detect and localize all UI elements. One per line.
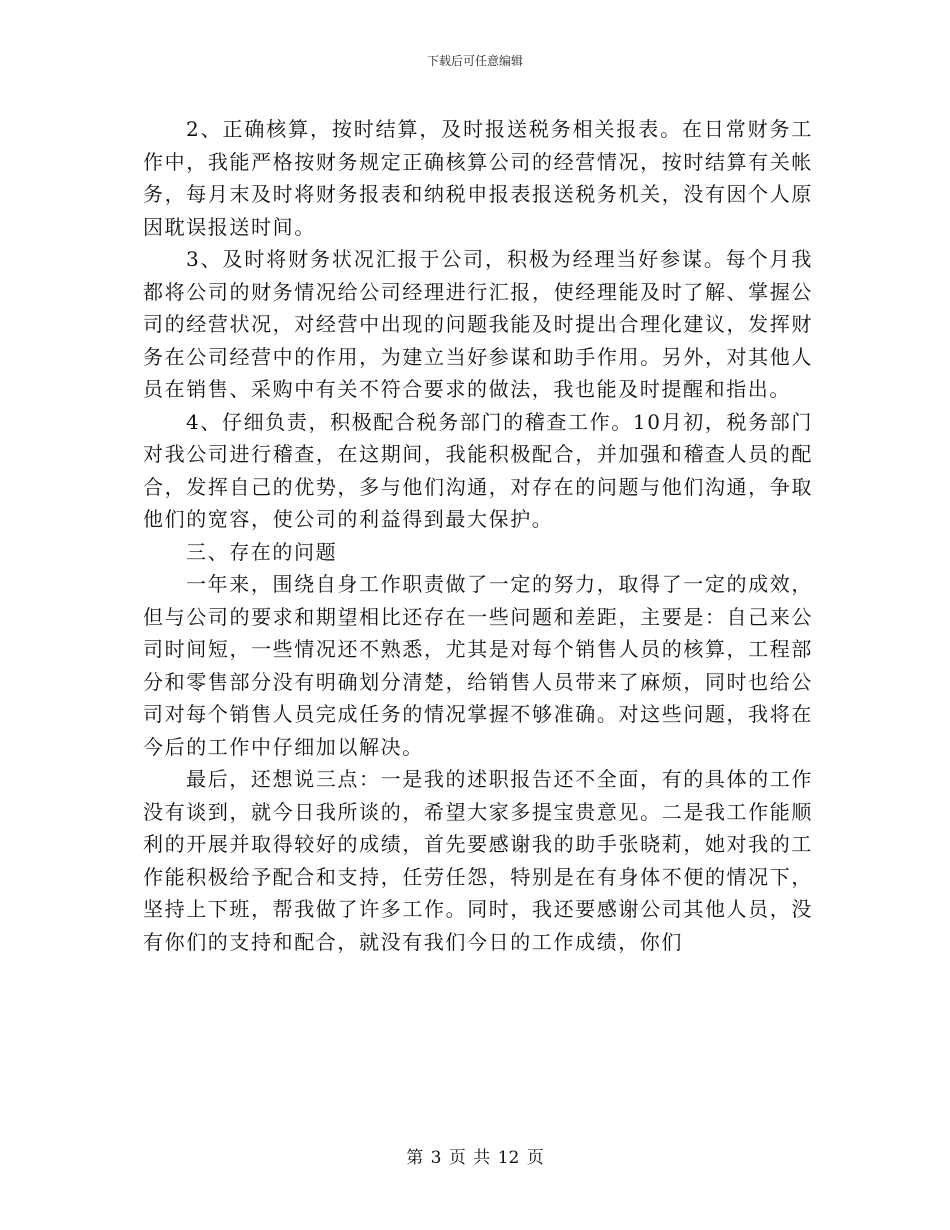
paragraph-problems: 一年来，围绕自身工作职责做了一定的努力，取得了一定的成效，但与公司的要求和期望相比还存在一些问题和差距，主要是：自己来公司时间短，一些情况还不熟悉，尤其是对每个销售人员的核算，工程部分和零售部分没有明确划分清楚，给销售人员带来了麻烦，同时也给公司对每个销售人员完成任务的情况掌握不够准确。对这些问题，我将在今后的工作中仔细加以解决。 (143, 572, 813, 759)
document-body (143, 113, 813, 958)
paragraph-reporting: 3、及时将财务状况汇报于公司，积极为经理当好参谋。每个月我都将公司的财务情况给公司经理进行汇报，使经理能及时了解、掌握公司的经营状况，对经营中出现的问题我能及时提出合理化建议，发挥财务在公司经营中的作用，为建立当好参谋和助手作用。另外，对其他人员在销售、采购中有关不符合要求的做法，我也能及时提醒和指出。 (143, 247, 813, 401)
paragraph-tax-audit: 4、仔细负责，积极配合税务部门的稽查工作。10月初，税务部门对我公司进行稽查，在这期间，我能积极配合，并加强和稽查人员的配合，发挥自己的优势，多与他们沟通，对存在的问题与他们沟通，争取他们的宽容，使公司的利益得到最大保护。 (143, 409, 813, 531)
page-header: 下载后可任意编辑 (426, 54, 523, 68)
paragraph-closing: 最后，还想说三点：一是我的述职报告还不全面，有的具体的工作没有谈到，就今日我所谈的，希望大家多提宝贵意见。二是我工作能顺利的开展并取得较好的成绩，首先要感谢我的助手张晓莉，她对我的工作能积极给予配合和支持，任劳任怨，特别是在有身体不便的情况下，坚持上下班，帮我做了许多工作。同时，我还要感谢公司其他人员，没有你们的支持和配合，就没有我们今日的工作成绩，你们 (143, 767, 813, 954)
section-heading-problems: 三、存在的问题 (186, 539, 338, 564)
paragraph-accounting: 2、正确核算，按时结算，及时报送税务相关报表。在日常财务工作中，我能严格按财务规定正确核算公司的经营情况，按时结算有关帐务，每月末及时将财务报表和纳税申报表报送税务机关，没有因个人原因耽误报送时间。 (143, 117, 813, 239)
page-number: 第 3 页 共 12 页 (406, 1148, 544, 1168)
